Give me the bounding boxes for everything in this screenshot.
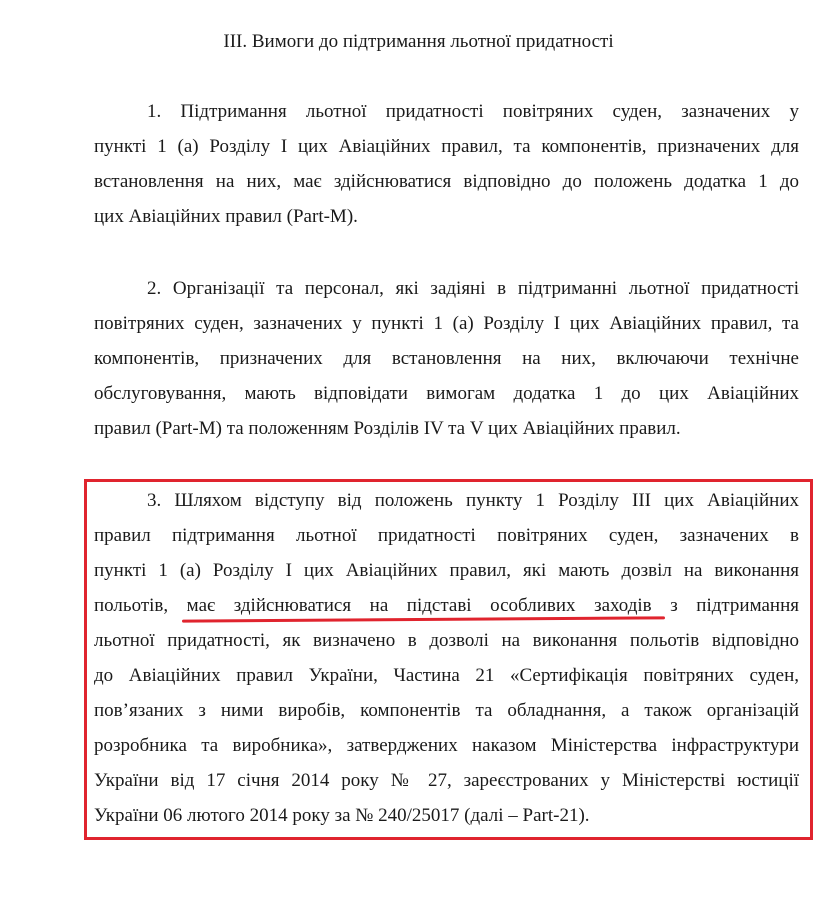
paragraph-line: пункті 1 (а) Розділу І цих Авіаційних правил, які мають дозвіл на виконання <box>94 560 799 581</box>
paragraph-line: 2. Організації та персонал, які задіяні в підтриманні льотної придатності <box>147 278 799 299</box>
paragraph-line: України від 17 січня 2014 року № 27, зареєстрованих у Міністерстві юстиції <box>94 770 799 791</box>
section-title: ІІІ. Вимоги до підтримання льотної придатності <box>223 31 614 52</box>
paragraph-1 <box>94 94 799 234</box>
paragraph-line: пов’язаних з ними виробів, компонентів та обладнання, а також організацій <box>94 700 799 721</box>
paragraph-line: обслуговування, мають відповідати вимогам додатка 1 до цих Авіаційних <box>94 383 799 404</box>
paragraph-line: повітряних суден, зазначених у пункті 1 (а) Розділу І цих Авіаційних правил, та <box>94 313 799 334</box>
paragraph-line: України 06 лютого 2014 року за № 240/25017 (далі – Part-21). <box>94 805 590 826</box>
paragraph-2 <box>94 271 799 446</box>
paragraph-line: цих Авіаційних правил (Part-M). <box>94 206 358 227</box>
paragraph-line: польотів, має здійснюватися на підставі особливих заходів з підтримання <box>94 595 799 616</box>
paragraph-line: встановлення на них, має здійснюватися відповідно до положень додатка 1 до <box>94 171 799 192</box>
paragraph-line: правил (Part-M) та положенням Розділів IV та V цих Авіаційних правил. <box>94 418 681 439</box>
paragraph-line: правил підтримання льотної придатності повітряних суден, зазначених в <box>94 525 799 546</box>
paragraph-line: розробника та виробника», затверджених наказом Міністерства інфраструктури <box>94 735 799 756</box>
paragraph-line: до Авіаційних правил України, Частина 21 «Сертифікація повітряних суден, <box>94 665 799 686</box>
paragraph-line: 3. Шляхом відступу від положень пункту 1 Розділу ІІІ цих Авіаційних <box>147 490 799 511</box>
paragraph-line: компонентів, призначених для встановлення на них, включаючи технічне <box>94 348 799 369</box>
paragraph-line: льотної придатності, як визначено в дозволі на виконання польотів відповідно <box>94 630 799 651</box>
paragraph-3 <box>94 483 799 833</box>
paragraph-line: 1. Підтримання льотної придатності повітряних суден, зазначених у <box>147 101 799 122</box>
paragraph-line: пункті 1 (а) Розділу І цих Авіаційних правил, та компонентів, призначених для <box>94 136 799 157</box>
